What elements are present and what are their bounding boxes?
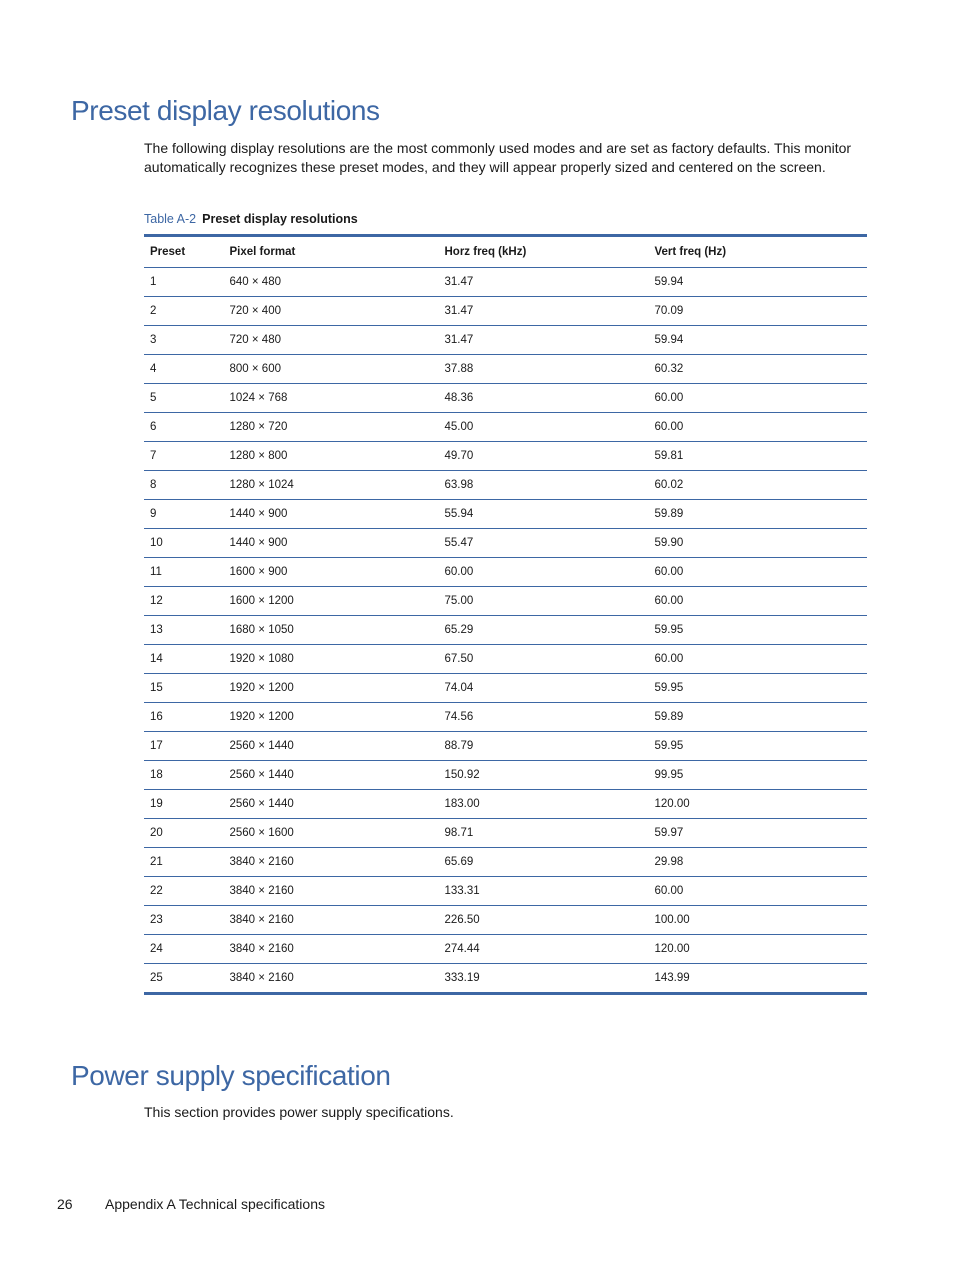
cell-horz-freq: 65.69 — [438, 848, 648, 877]
cell-pixel-format: 1920 × 1080 — [223, 645, 438, 674]
table-row — [144, 413, 867, 442]
table-row — [144, 964, 867, 994]
footer-label: Appendix A Technical specifications — [105, 1196, 325, 1212]
cell-vert-freq: 60.00 — [648, 384, 867, 413]
table-row — [144, 732, 867, 761]
cell-preset: 10 — [144, 529, 223, 558]
cell-pixel-format: 3840 × 2160 — [223, 848, 438, 877]
cell-horz-freq: 133.31 — [438, 877, 648, 906]
table-row — [144, 935, 867, 964]
cell-horz-freq: 31.47 — [438, 297, 648, 326]
cell-horz-freq: 226.50 — [438, 906, 648, 935]
cell-vert-freq: 120.00 — [648, 935, 867, 964]
header-vert-freq: Vert freq (Hz) — [648, 236, 867, 268]
cell-vert-freq: 59.81 — [648, 442, 867, 471]
cell-vert-freq: 59.97 — [648, 819, 867, 848]
cell-pixel-format: 1600 × 900 — [223, 558, 438, 587]
header-preset: Preset — [144, 236, 223, 268]
cell-vert-freq: 70.09 — [648, 297, 867, 326]
cell-horz-freq: 65.29 — [438, 616, 648, 645]
table-caption-title: Preset display resolutions — [202, 212, 358, 226]
table-row — [144, 355, 867, 384]
cell-preset: 21 — [144, 848, 223, 877]
cell-horz-freq: 150.92 — [438, 761, 648, 790]
table-row — [144, 442, 867, 471]
table-row — [144, 616, 867, 645]
cell-vert-freq: 59.90 — [648, 529, 867, 558]
cell-pixel-format: 1280 × 720 — [223, 413, 438, 442]
cell-pixel-format: 2560 × 1600 — [223, 819, 438, 848]
table-row — [144, 703, 867, 732]
table-row — [144, 297, 867, 326]
section-title-preset-resolutions: Preset display resolutions — [71, 95, 380, 126]
cell-vert-freq: 59.95 — [648, 732, 867, 761]
table-row — [144, 558, 867, 587]
table-row — [144, 761, 867, 790]
cell-horz-freq: 55.47 — [438, 529, 648, 558]
cell-vert-freq: 60.00 — [648, 558, 867, 587]
cell-pixel-format: 1680 × 1050 — [223, 616, 438, 645]
table-row — [144, 790, 867, 819]
table-row — [144, 877, 867, 906]
cell-pixel-format: 1440 × 900 — [223, 529, 438, 558]
cell-horz-freq: 49.70 — [438, 442, 648, 471]
section-title-power-supply: Power supply specification — [71, 1060, 391, 1091]
cell-vert-freq: 60.32 — [648, 355, 867, 384]
page-number: 26 — [57, 1196, 73, 1212]
cell-pixel-format: 720 × 480 — [223, 326, 438, 355]
cell-preset: 2 — [144, 297, 223, 326]
cell-horz-freq: 88.79 — [438, 732, 648, 761]
cell-vert-freq: 120.00 — [648, 790, 867, 819]
cell-vert-freq: 59.89 — [648, 500, 867, 529]
cell-pixel-format: 3840 × 2160 — [223, 877, 438, 906]
cell-preset: 8 — [144, 471, 223, 500]
cell-vert-freq: 29.98 — [648, 848, 867, 877]
cell-horz-freq: 75.00 — [438, 587, 648, 616]
cell-vert-freq: 99.95 — [648, 761, 867, 790]
cell-vert-freq: 59.94 — [648, 268, 867, 297]
cell-preset: 16 — [144, 703, 223, 732]
cell-vert-freq: 60.00 — [648, 877, 867, 906]
cell-horz-freq: 55.94 — [438, 500, 648, 529]
cell-horz-freq: 67.50 — [438, 645, 648, 674]
cell-preset: 13 — [144, 616, 223, 645]
page-footer — [57, 1196, 325, 1212]
cell-vert-freq: 100.00 — [648, 906, 867, 935]
intro-paragraph: The following display resolutions are the most commonly used modes and are set as factory defaults. This monitor automatically recognizes these preset modes, and they will appear properly sized and centered on the screen. — [144, 140, 852, 175]
table-row — [144, 674, 867, 703]
cell-pixel-format: 2560 × 1440 — [223, 732, 438, 761]
cell-pixel-format: 1600 × 1200 — [223, 587, 438, 616]
cell-horz-freq: 333.19 — [438, 964, 648, 994]
preset-resolutions-table — [144, 234, 867, 995]
cell-pixel-format: 3840 × 2160 — [223, 906, 438, 935]
power-supply-paragraph: This section provides power supply specifications. — [144, 1104, 454, 1120]
cell-vert-freq: 59.95 — [648, 616, 867, 645]
cell-horz-freq: 274.44 — [438, 935, 648, 964]
cell-vert-freq: 60.00 — [648, 413, 867, 442]
cell-vert-freq: 60.00 — [648, 645, 867, 674]
cell-preset: 12 — [144, 587, 223, 616]
cell-horz-freq: 60.00 — [438, 558, 648, 587]
cell-preset: 7 — [144, 442, 223, 471]
table-row — [144, 326, 867, 355]
table-header-row — [144, 236, 867, 268]
cell-pixel-format: 1920 × 1200 — [223, 674, 438, 703]
table-row — [144, 471, 867, 500]
table-row — [144, 848, 867, 877]
cell-pixel-format: 3840 × 2160 — [223, 964, 438, 994]
cell-preset: 20 — [144, 819, 223, 848]
cell-pixel-format: 640 × 480 — [223, 268, 438, 297]
cell-pixel-format: 2560 × 1440 — [223, 790, 438, 819]
cell-horz-freq: 74.04 — [438, 674, 648, 703]
cell-preset: 25 — [150, 972, 163, 984]
cell-horz-freq: 98.71 — [438, 819, 648, 848]
cell-vert-freq: 143.99 — [648, 964, 867, 994]
cell-pixel-format: 1440 × 900 — [223, 500, 438, 529]
cell-preset: 15 — [144, 674, 223, 703]
cell-vert-freq: 59.89 — [648, 703, 867, 732]
cell-vert-freq: 60.02 — [648, 471, 867, 500]
cell-preset: 22 — [144, 877, 223, 906]
cell-horz-freq: 48.36 — [438, 384, 648, 413]
cell-preset: 17 — [144, 732, 223, 761]
table-row — [144, 384, 867, 413]
cell-preset: 18 — [144, 761, 223, 790]
cell-horz-freq: 31.47 — [438, 326, 648, 355]
cell-preset: 9 — [144, 500, 223, 529]
cell-horz-freq: 74.56 — [438, 703, 648, 732]
table-row — [144, 645, 867, 674]
cell-preset: 24 — [144, 935, 223, 964]
table-row — [144, 819, 867, 848]
cell-horz-freq: 63.98 — [438, 471, 648, 500]
cell-pixel-format: 1024 × 768 — [223, 384, 438, 413]
cell-horz-freq: 45.00 — [438, 413, 648, 442]
cell-pixel-format: 2560 × 1440 — [223, 761, 438, 790]
table-caption-number: Table A-2 — [144, 212, 197, 226]
cell-vert-freq: 59.95 — [648, 674, 867, 703]
cell-pixel-format: 1280 × 800 — [223, 442, 438, 471]
table-row — [144, 529, 867, 558]
cell-pixel-format: 1280 × 1024 — [223, 471, 438, 500]
cell-preset: 11 — [144, 558, 223, 587]
cell-preset: 1 — [144, 268, 223, 297]
cell-preset: 19 — [144, 790, 223, 819]
cell-preset: 5 — [144, 384, 223, 413]
cell-vert-freq: 59.94 — [648, 326, 867, 355]
cell-preset: 23 — [144, 906, 223, 935]
cell-preset: 14 — [144, 645, 223, 674]
cell-vert-freq: 60.00 — [648, 587, 867, 616]
cell-horz-freq: 37.88 — [438, 355, 648, 384]
table-row — [144, 587, 867, 616]
table-caption — [144, 212, 358, 226]
cell-pixel-format: 800 × 600 — [223, 355, 438, 384]
cell-pixel-format: 3840 × 2160 — [223, 935, 438, 964]
cell-preset: 4 — [144, 355, 223, 384]
cell-preset: 6 — [144, 413, 223, 442]
cell-horz-freq: 31.47 — [438, 268, 648, 297]
header-pixel-format: Pixel format — [223, 236, 438, 268]
cell-horz-freq: 183.00 — [438, 790, 648, 819]
header-horz-freq: Horz freq (kHz) — [438, 236, 648, 268]
cell-preset: 3 — [144, 326, 223, 355]
table-row — [144, 906, 867, 935]
table-row — [144, 500, 867, 529]
cell-pixel-format: 1920 × 1200 — [223, 703, 438, 732]
cell-pixel-format: 720 × 400 — [223, 297, 438, 326]
table-row — [144, 268, 867, 297]
